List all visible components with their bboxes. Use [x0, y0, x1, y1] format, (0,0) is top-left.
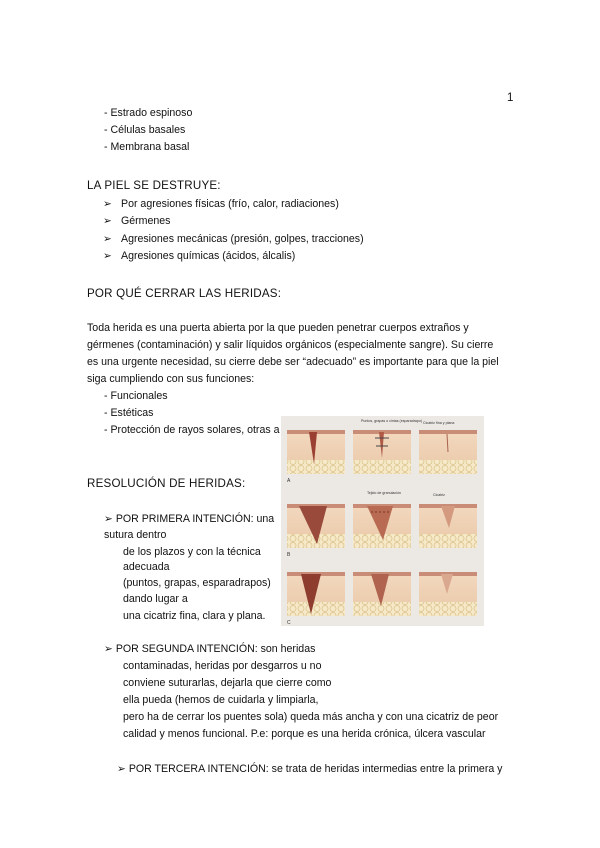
first-intention-line: (puntos, grapas, esparadrapos): [123, 577, 271, 589]
figure-label: Puntos, grapas o cintas (esparadrapo): [361, 419, 423, 423]
second-intention-line: pero ha de cerrar los puentes sola) queda más ancha y con una cicatriz de peor: [123, 711, 499, 723]
first-intention-line: sutura dentro: [104, 529, 167, 541]
first-intention-line: ➢ POR PRIMERA INTENCIÓN: una: [104, 513, 275, 525]
second-intention-line: ➢ POR SEGUNDA INTENCIÓN: son heridas: [104, 643, 316, 655]
skin-layer-item: - Células basales: [104, 124, 186, 136]
panel-c1: [287, 572, 345, 616]
first-intention-line: una cicatriz fina, clara y plana.: [123, 610, 266, 622]
second-intention-line: calidad y menos funcional. P.e: porque es una herida crónica, úlcera vascular: [123, 728, 486, 740]
panel-a3: [419, 430, 477, 474]
paragraph-line: siga cumpliendo con sus funciones:: [87, 373, 255, 385]
panel-b1: [287, 504, 345, 548]
page-number: 1: [507, 92, 514, 104]
paragraph-line: es una urgente necesidad, su cierre debe ser “adecuado” es importante para que la piel: [87, 356, 499, 368]
arrow-bullet-icon: ➢: [103, 233, 112, 245]
list-item: Agresiones mecánicas (presión, golpes, tracciones): [121, 233, 364, 245]
arrow-bullet-icon: ➢: [103, 250, 112, 262]
skin-layer-item: - Membrana basal: [104, 141, 190, 153]
second-intention-line: conviene suturarlas, dejarla que cierre como: [123, 677, 332, 689]
second-intention-line: contaminadas, heridas por desgarros u no: [123, 660, 322, 672]
function-item: - Funcionales: [104, 390, 168, 402]
third-intention-line: ➢ POR TERCERA INTENCIÓN: se trata de heridas intermedias entre la primera y: [117, 763, 503, 775]
function-item: - Estéticas: [104, 407, 154, 419]
paragraph-line: gérmenes (contaminación) y salir líquidos orgánicos (especialmente sangre). Su cierre: [87, 339, 494, 351]
section-heading: POR QUÉ CERRAR LAS HERIDAS:: [87, 287, 282, 300]
list-item: Agresiones químicas (ácidos, álcalis): [121, 250, 296, 262]
panel-b2: [353, 504, 411, 548]
panel-b3: [419, 504, 477, 548]
list-item: Gérmenes: [121, 215, 171, 227]
second-intention-line: ella pueda (hemos de cuidarla y limpiarla,: [123, 694, 319, 706]
first-intention-line: dando lugar a: [123, 593, 188, 605]
figure-label: B: [287, 552, 291, 558]
panel-c3: [419, 572, 477, 616]
figure-label: Cicatriz: [433, 493, 445, 497]
list-item: Por agresiones físicas (frío, calor, radiaciones): [121, 198, 339, 210]
figure-label: A: [287, 478, 291, 484]
panel-c2: [353, 572, 411, 616]
panel-a2: [353, 430, 411, 474]
panel-a1: [287, 430, 345, 474]
arrow-bullet-icon: ➢: [103, 215, 112, 227]
wound-healing-figure: [281, 416, 484, 626]
figure-label: Cicatriz fina y plana: [423, 421, 455, 425]
function-item: - Protección de rayos solares, otras a: [104, 424, 280, 436]
section-heading: LA PIEL SE DESTRUYE:: [87, 179, 221, 192]
figure-label: C: [287, 620, 291, 626]
first-intention-line: de los plazos y con la técnica: [123, 546, 261, 558]
first-intention-line: adecuada: [123, 561, 170, 573]
section-heading: RESOLUCIÓN DE HERIDAS:: [87, 477, 246, 490]
skin-layer-item: - Estrado espinoso: [104, 107, 193, 119]
figure-label: Tejido de granulación: [367, 491, 401, 495]
arrow-bullet-icon: ➢: [103, 198, 112, 210]
paragraph-line: Toda herida es una puerta abierta por la que pueden penetrar cuerpos extraños y: [87, 322, 469, 334]
